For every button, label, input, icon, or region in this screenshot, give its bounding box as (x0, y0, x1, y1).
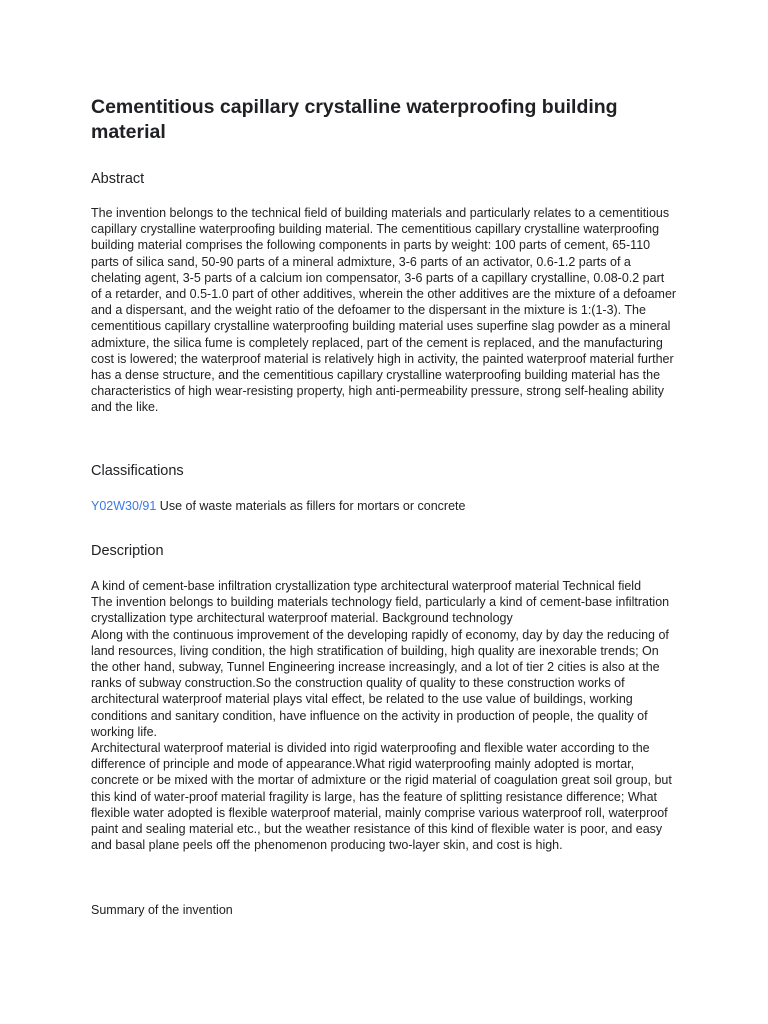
abstract-text: The invention belongs to the technical field of building materials and particularly relates to a cementitious capillary crystalline waterproofing building material. The cementitious capillary crystalline waterproofing building material comprises the following components in parts by weight: 100 parts of cement, 65-110 parts of silica sand, 50-90 parts of a mineral admixture, 3-6 parts of an activator, 0.6-1.2 parts of a chelating agent, 3-5 parts of a calcium ion compensator, 3-6 parts of a capillary crystalline, 0.08-0.2 part of a retarder, and 0.5-1.0 part of other additives, wherein the other additives are the mixture of a defoamer and a dispersant, and the weight ratio of the defoamer to the dispersant in the mixture is 1:(1-3). The cementitious capillary crystalline waterproofing building material uses superfine slag powder as a mineral admixture, the silica fume is completely replaced, part of the cement is replaced, and the manufacturing cost is lowered; the waterproof material is relatively high in activity, the painted waterproof material further has a dense structure, and the cementitious capillary crystalline waterproofing building material has the characteristics of high wear-resisting property, high anti-permeability pressure, strong self-healing ability and the like. (91, 206, 677, 415)
description-paragraph: Architectural waterproof material is divided into rigid waterproofing and flexible water according to the difference of principle and mode of appearance.What rigid waterproofing mainly adopted is mortar, concrete or be mixed with the mortar of admixture or the rigid material of coagulation great soil group, but this kind of water-proof material fragility is large, has the feature of splitting resistance difference; What flexible water adopted is flexible waterproof material, mainly comprise various waterproof roll, waterproof paint and sealing material etc., but the weather resistance of this kind of flexible water is poor, and easy and basal plane peels off the phenomenon producing two-layer skin, and cost is high. (91, 741, 672, 853)
classification-description: Use of waste materials as fillers for mortars or concrete (156, 499, 466, 513)
description-paragraph: The invention belongs to building materials technology field, particularly a kind of cement-base infiltration crystallization type architectural waterproof material. Background technology (91, 595, 670, 626)
description-heading: Description (91, 543, 164, 559)
description-paragraph: Along with the continuous improvement of the developing rapidly of economy, day by day the reducing of land resources, living condition, the high stratification of building, high quality are inexorable trends; On the other hand, subway, Tunnel Engineering increase increasingly, and a lot of tier 2 cities is also at the ranks of subway construction.So the construction quality of quality to these construction works of architectural waterproof material plays vital effect, be related to the use value of buildings, working conditions and sanitary condition, have influence on the activity in production of people, the quality of working life. (91, 627, 669, 739)
classification-code-link[interactable]: Y02W30/91 (91, 499, 157, 513)
document-title: Cementitious capillary crystalline waterproofing building material (91, 96, 618, 143)
description-paragraph: A kind of cement-base infiltration crystallization type architectural waterproof material Technical field (91, 579, 642, 593)
summary-heading: Summary of the invention (91, 903, 233, 917)
classifications-heading: Classifications (91, 463, 184, 479)
description-body (91, 578, 677, 853)
classification-item (91, 498, 677, 514)
abstract-heading: Abstract (91, 171, 145, 187)
